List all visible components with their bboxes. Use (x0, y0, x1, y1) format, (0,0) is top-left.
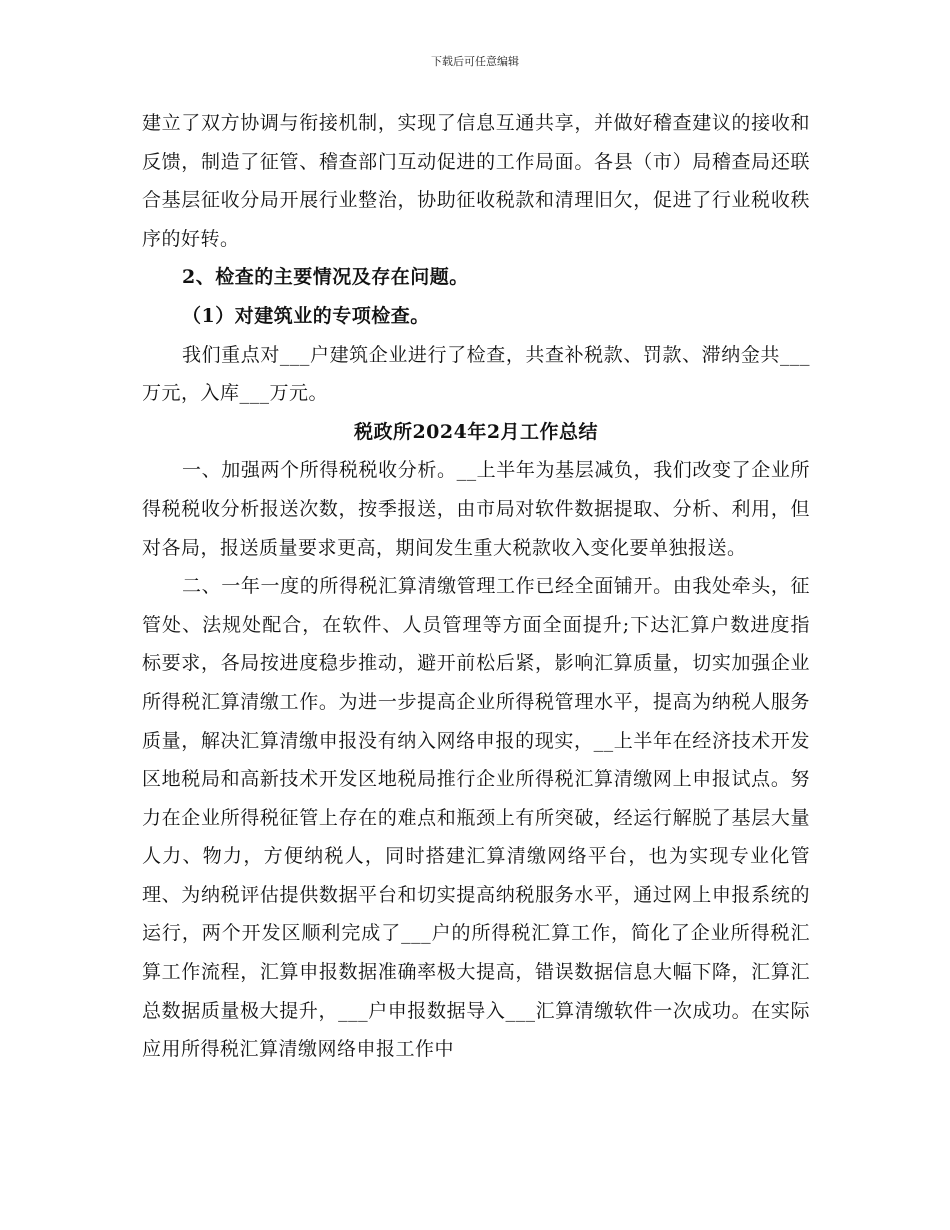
page-header: 下载后可任意编辑 (431, 55, 519, 68)
section-heading: 2、检查的主要情况及存在问题。 (182, 266, 469, 289)
document-title: 税政所2024年2月工作总结 (353, 420, 599, 443)
paragraph-inspection: 我们重点对___户建筑企业进行了检查，共查补税款、罚款、滞纳金共___万元，入库___万元。 (142, 343, 810, 405)
document-body (142, 104, 810, 1069)
subsection-heading: （1）对建筑业的专项检查。 (182, 304, 430, 327)
paragraph-intro: 建立了双方协调与衔接机制，实现了信息互通共享，并做好稽查建议的接收和反馈，制造了征管、稽查部门互动促进的工作局面。各县（市）局稽查局还联合基层征收分局开展行业整治，协助征收税款和清理旧欠，促进了行业税收秩序的好转。 (142, 112, 810, 250)
paragraph-item-1: 一、加强两个所得税税收分析。__上半年为基层减负，我们改变了企业所得税税收分析报送次数，按季报送，由市局对软件数据提取、分析、利用，但对各局，报送质量要求更高，期间发生重大税款收入变化要单独报送。 (142, 459, 810, 559)
paragraph-item-2: 二、一年一度的所得税汇算清缴管理工作已经全面铺开。由我处牵头，征管处、法规处配合，在软件、人员管理等方面全面提升;下达汇算户数进度指标要求，各局按进度稳步推动，避开前松后紧，影响汇算质量，切实加强企业所得税汇算清缴工作。为进一步提高企业所得税管理水平，提高为纳税人服务质量，解决汇算清缴申报没有纳入网络申报的现实，__上半年在经济技术开发区地税局和高新技术开发区地税局推行企业所得税汇算清缴网上申报试点。努力在企业所得税征管上存在的难点和瓶颈上有所突破，经运行解脱了基层大量人力、物力，方便纳税人，同时搭建汇算清缴网络平台，也为实现专业化管理、为纳税评估提供数据平台和切实提高纳税服务水平，通过网上申报系统的运行，两个开发区顺利完成了___户的所得税汇算工作，简化了企业所得税汇算工作流程，汇算申报数据准确率极大提高，错误数据信息大幅下降，汇算汇总数据质量极大提升，___户申报数据导入___汇算清缴软件一次成功。在实际应用所得税汇算清缴网络申报工作中 (142, 575, 810, 1061)
